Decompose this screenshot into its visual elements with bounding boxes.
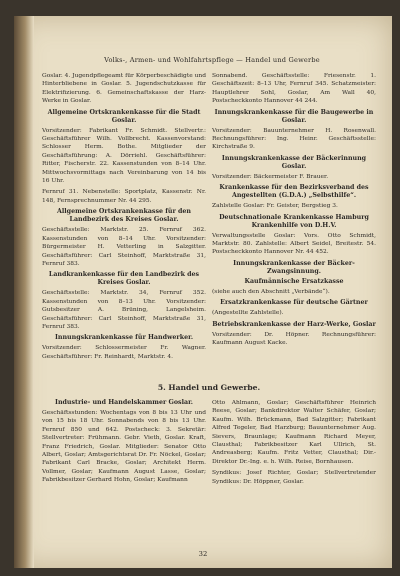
paragraph: Vorsitzender: Fabrikant Fr. Schmidt. Stellvertr.: Geschäftsführer Wilh. Vollbrecht. Kassenvorstand: Schlosser Herm. Bothe. Mitglieder der Geschäftsführung: A. Dörriehl. Geschäftsführer: Ritter, Fischerstr. 22. Kassenstunden von 8–14 Uhr. Mittwochsvormittags nach Vereinbarung von 14 bis 16 Uhr. <box>42 127 206 185</box>
paragraph: Geschäftsstelle: Marktstr. 34, Fernruf 352. Kassenstunden von 8–13 Uhr. Vorsitzender: Gutsbesitzer A. Brüning, Langelsheim. Geschäftsführer: Carl Steinhoff, Marktstraße 31, Fernruf 383. <box>42 290 206 330</box>
paragraph: Vorsitzender: Schlossermeister Fr. Wagner. Geschäftsführer: Fr. Reinhardt, Marktstr. 4. <box>42 345 206 360</box>
page-number: 32 <box>198 550 208 558</box>
section-heading: Innungskrankenkasse der Bäckerinnung Goslar. <box>221 154 367 170</box>
paragraph: Vorsitzender: Dr. Höpner. Rechnungsführer: Kaufmann August Kacke. <box>212 331 376 347</box>
paragraph: Vorsitzender: Bäckermeister F. Brauer. <box>212 173 329 180</box>
left-column <box>42 72 206 364</box>
paragraph: Verwaltungsstelle Goslar: Vors. Otto Schmidt, Marktstr. 80. Zahlstelle: Albert Seidel, Breitestr. 54. Postscheckkonto Hannover Nr. 44 452. <box>212 232 376 256</box>
paragraph: Goslar. 4. Jugendpflegeamt für Körperbeschädigte und Hinterbliebene in Goslar. 5. Jugendschutzkasse für Elektrifizierung. 6. Gemeinschaftskasse der Harz-Werke in Goslar. <box>42 73 206 105</box>
paragraph: Fernruf 31. Nebenstelle: Sportplatz, Kassenstr. Nr. 148, Fernsprechnummer Nr. 44 295. <box>42 189 206 204</box>
section-heading: Innungskrankenkasse für Handwerker. <box>54 334 194 342</box>
section-heading: Kaufmännische Ersatzkasse <box>244 277 344 285</box>
right-column <box>212 72 376 351</box>
paragraph: Otto Ahlmann, Goslar; Geschäftsführer Heinrich Reese, Goslar; Bankdirektor Walter Schäfer, Goslar; Kaufm. Wilh. Brückmann, Bad Salzgitter; Fabrikant Alfred Tegeler, Bad Harzburg; Bauunternehmer Aug. Sievers, Braunlage; Kaufmann Richard Meyer, Clausthal; Fabrikbesitzer Karl Ullrich, St. Andreasberg; Kaufm. Fritz Vetter, Clausthal; Dir.-Direktor Dr.-Ing. e. h. Wilh. Reise, Bornhausen. <box>212 400 376 465</box>
chapter-title: 5. Handel und Gewerbe. <box>157 383 261 392</box>
paragraph: Geschäftsstunden: Wochentags von 8 bis 13 Uhr und von 15 bis 18 Uhr. Sonnabends von 8 bis 13 Uhr. Fernruf 850 und 642. Postscheck: 3. Sekretär: Stellvertreter: Frühmann. Gebr. Vieth, Goslar. Kraft, Franz Friedrich, Goslar. Mitglieder: Senator Otto Albert, Goslar; Amtsgerichtsrat Dr. Fr. Nöckel, Goslar; Fabrikant Carl Bracke, Goslar; Architekt Herm. Vollmer, Goslar; Kaufmann August Lasse, Goslar; Fabrikbesitzer Gerhard Hohn, Goslar; Kaufmann <box>42 410 206 484</box>
document-page <box>14 16 392 568</box>
paragraph: Geschäftsstelle: Marktstr. 25. Fernruf 362. Kassenstunden von 8–14 Uhr. Vorsitzender: Bürgermeister H. Vetterling in Salzgitter. Geschäftsführer: Carl Steinhoff, Marktstraße 31, Fernruf 383. <box>42 227 206 267</box>
running-head: Volks-, Armen- und Wohlfahrtspflege — Handel und Gewerbe <box>104 56 320 64</box>
paragraph: Vorsitzender: Bauunternehmer H. Rosenwall. Rechnungsführer: Ing. Heinr. Geschäftsstelle: Kirchstraße 9. <box>212 127 376 151</box>
section-heading: Deutschnationale Krankenkasse Hamburg Krankenhilfe von D.H.V. <box>219 213 369 229</box>
paragraph: (siehe auch den Abschnitt „Verbände“). <box>212 288 330 295</box>
section-heading: Ersatzkrankenkasse für deutsche Gärtner <box>220 299 368 307</box>
book-spine-shadow <box>14 16 34 568</box>
bottom-left-column <box>42 399 206 488</box>
paragraph: Zahlstelle Goslar: Fr. Geister, Bergstieg 3. <box>212 203 338 210</box>
section-heading: Innungskrankenkasse für die Baugewerbe in Goslar. <box>214 108 374 124</box>
section-heading: Allgemeine Ortskrankenkasse für die Stadt Goslar. <box>47 108 201 124</box>
paragraph: Sonnabend. Geschäftsstelle: Friesenstr. 1. Geschäftszeit: 8–13 Uhr, Fernruf 345. Schatzmeister: Hauptlehrer Sohl, Goslar, Am Wall 40, Postscheckkonto Hannover 44 244. <box>212 73 376 105</box>
section-heading: Krankenkasse für den Bezirksverband des Angestellten (G.D.A.) „Selbsthilfe“. <box>219 184 369 200</box>
section-heading: Industrie- und Handelskammer Goslar. <box>55 399 193 406</box>
section-heading: Allgemeine Ortskrankenkasse für den Landbezirk des Kreises Goslar. <box>57 208 191 224</box>
section-heading: Betriebskrankenkasse der Harz-Werke, Goslar <box>212 320 376 328</box>
paragraph: Syndikus: Josef Richter, Goslar; Stellvertretender Syndikus: Dr. Höppner, Goslar. <box>212 470 376 485</box>
bottom-right-column <box>212 399 376 489</box>
section-heading: Landkrankenkasse für den Landbezirk des Kreises Goslar. <box>48 271 200 287</box>
section-heading: Innungskrankenkasse der Bäcker-Zwangsinnung. <box>233 259 355 275</box>
paragraph: (Angestellte Zahlstelle). <box>212 310 284 317</box>
